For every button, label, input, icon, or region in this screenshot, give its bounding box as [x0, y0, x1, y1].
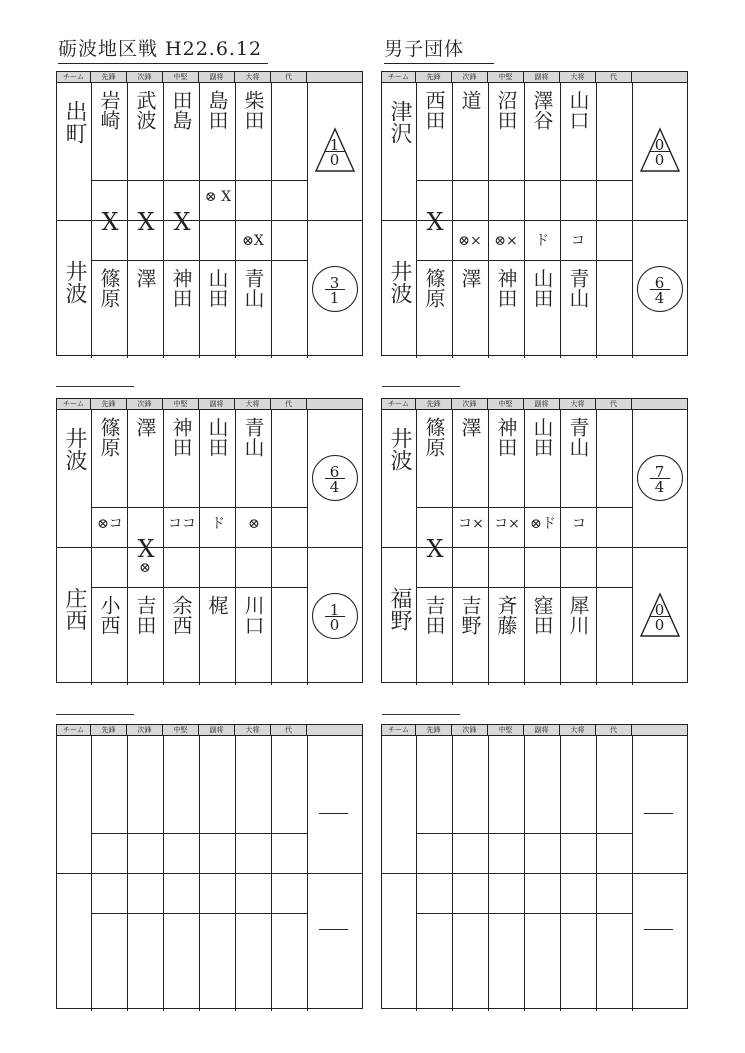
player-name-text: 澤: [458, 417, 482, 437]
result-mark: ⊗: [139, 560, 151, 576]
player-name-text: 窪田: [530, 595, 554, 635]
score-cell: [632, 220, 687, 358]
team-name: [57, 547, 91, 685]
grid-line: [524, 735, 525, 1011]
team-name: [57, 409, 91, 547]
team-score: [638, 129, 682, 173]
player-name: [91, 260, 127, 358]
player-name: [235, 260, 271, 358]
score-cell: [632, 547, 687, 685]
team-score: [313, 129, 357, 173]
player-name: [416, 409, 452, 507]
grid-line: [199, 735, 200, 1011]
divider: [56, 386, 134, 387]
player-name-text: 山田: [530, 268, 554, 308]
player-name-text: 吉野: [458, 595, 482, 635]
score-value: 6: [329, 463, 340, 481]
score-value: 0: [654, 616, 665, 634]
team-name: [382, 547, 416, 685]
score-value: 0: [329, 151, 340, 169]
score-value: 4: [654, 289, 665, 307]
player-name: [235, 409, 271, 507]
player-name: [452, 409, 488, 507]
column-header: 大将: [560, 72, 596, 82]
column-header: チーム: [57, 725, 91, 735]
player-name-text: 篠原: [97, 268, 121, 308]
player-name-text: 田島: [169, 90, 193, 130]
player-name-text: 斉藤: [494, 595, 518, 635]
player-name-text: 青山: [566, 268, 590, 308]
division-title: [384, 34, 464, 61]
player-name: [163, 409, 199, 507]
tournament-title: [58, 34, 262, 61]
column-header-row: [382, 725, 687, 736]
team-score: [312, 266, 358, 312]
player-name-text: 山口: [566, 90, 590, 130]
result-mark: ココ: [168, 516, 196, 532]
result-mark: ド: [535, 233, 549, 249]
team-name-text: 井波: [387, 260, 412, 304]
match-sheet-3: [56, 398, 363, 683]
player-name-text: 吉田: [422, 595, 446, 635]
team-score: [638, 594, 682, 638]
player-name-text: 山田: [530, 417, 554, 457]
column-header: 先鋒: [91, 399, 127, 409]
player-name: [163, 260, 199, 358]
team-name-text: 津沢: [387, 100, 412, 144]
player-name: [235, 587, 271, 685]
player-name: [560, 82, 596, 180]
team-score: [637, 455, 683, 501]
player-name: [560, 587, 596, 685]
column-header-score: [307, 399, 362, 409]
score-blank: [644, 929, 673, 930]
score-blank: [644, 813, 673, 814]
player-name: [416, 587, 452, 685]
column-header: チーム: [382, 399, 416, 409]
player-name: [488, 587, 524, 685]
player-name-text: 柴田: [241, 90, 265, 130]
column-header: 中堅: [488, 399, 524, 409]
column-header: 副将: [199, 399, 235, 409]
match-sheet-1: [56, 71, 363, 356]
score-value: 4: [329, 478, 340, 496]
column-header: チーム: [382, 72, 416, 82]
team-name-text: 庄西: [62, 587, 87, 631]
grid-line: [271, 735, 272, 1011]
player-name-text: 島田: [205, 90, 229, 130]
score-value: 1: [329, 136, 340, 154]
score-blank: [319, 929, 348, 930]
grid-line: [271, 409, 272, 685]
score-value: 7: [654, 463, 665, 481]
column-header: 代: [596, 725, 632, 735]
player-name-text: 青山: [566, 417, 590, 457]
grid-line: [416, 735, 417, 1011]
player-name: [163, 82, 199, 180]
team-name-text: 福野: [387, 587, 412, 631]
grid-line: [163, 735, 164, 1011]
player-name-text: 青山: [241, 417, 265, 457]
tournament-title-text: 砺波地区戦 H22.6.12: [58, 38, 263, 60]
player-name-text: 犀川: [566, 595, 590, 635]
grid-line: [271, 82, 272, 358]
player-name-text: 山田: [205, 268, 229, 308]
column-header: 代: [271, 725, 307, 735]
team-name-text: 出町: [62, 100, 87, 144]
score-value: 0: [654, 151, 665, 169]
player-name: [416, 260, 452, 358]
result-mark: ⊗ド: [530, 516, 556, 532]
score-value: 0: [329, 616, 340, 634]
team-name-text: 井波: [387, 427, 412, 471]
result-mark: X: [137, 208, 155, 236]
player-name: [524, 260, 560, 358]
column-header: 副将: [524, 399, 560, 409]
player-name-text: 篠原: [422, 268, 446, 308]
column-header: 次鋒: [127, 72, 163, 82]
team-name: [382, 409, 416, 547]
player-name: [488, 409, 524, 507]
score-cell: [307, 409, 362, 547]
team-name-text: 井波: [62, 427, 87, 471]
team-score: [637, 266, 683, 312]
grid-line: [235, 735, 236, 1011]
divider: [382, 386, 460, 387]
column-header-score: [307, 725, 362, 735]
column-header: 次鋒: [452, 725, 488, 735]
grid-line: [560, 735, 561, 1011]
column-header: 先鋒: [91, 725, 127, 735]
column-header-score: [632, 399, 687, 409]
column-header: 副将: [524, 72, 560, 82]
player-name: [560, 260, 596, 358]
player-name-text: 梶: [205, 595, 229, 615]
result-mark: X: [137, 535, 155, 563]
player-name: [452, 82, 488, 180]
result-mark: コ: [571, 233, 585, 249]
player-name: [416, 82, 452, 180]
result-mark: ⊗コ: [97, 516, 123, 532]
player-name-text: 吉田: [133, 595, 157, 635]
player-name: [91, 82, 127, 180]
player-name-text: 澤: [133, 417, 157, 437]
divider: [382, 714, 460, 715]
column-header: 副将: [199, 72, 235, 82]
player-name: [127, 409, 163, 507]
score-value: 1: [329, 289, 340, 307]
player-name-text: 澤: [133, 268, 157, 288]
player-name-text: 神田: [169, 417, 193, 457]
score-cell: [632, 82, 687, 220]
player-name: [91, 587, 127, 685]
result-mark: ⊗: [248, 516, 260, 532]
player-name-text: 西田: [422, 90, 446, 130]
grid-line: [127, 735, 128, 1011]
column-header-score: [632, 72, 687, 82]
team-name: [382, 220, 416, 358]
team-name-text: 井波: [62, 260, 87, 304]
player-name: [199, 82, 235, 180]
score-value: 0: [654, 136, 665, 154]
result-mark: コ×: [458, 516, 484, 532]
grid-line: [596, 735, 597, 1011]
player-name: [560, 409, 596, 507]
result-mark: ⊗X: [242, 233, 264, 249]
player-name: [127, 260, 163, 358]
column-header: 代: [271, 72, 307, 82]
column-header: 副将: [524, 725, 560, 735]
column-header: 大将: [560, 725, 596, 735]
column-header-score: [632, 725, 687, 735]
player-name-text: 青山: [241, 268, 265, 308]
column-header: 次鋒: [127, 399, 163, 409]
score-value: 0: [654, 601, 665, 619]
player-name-text: 篠原: [422, 417, 446, 457]
column-header-score: [307, 72, 362, 82]
score-cell: [307, 220, 362, 358]
score-value: 3: [329, 274, 340, 292]
column-header: 中堅: [488, 72, 524, 82]
player-name: [524, 82, 560, 180]
grid-line: [632, 735, 633, 1011]
player-name-text: 沼田: [494, 90, 518, 130]
column-header: 先鋒: [416, 399, 452, 409]
result-mark: コ: [572, 516, 586, 532]
player-name-text: 神田: [169, 268, 193, 308]
column-header: 大将: [560, 399, 596, 409]
player-name: [524, 587, 560, 685]
player-name: [163, 587, 199, 685]
grid-line: [57, 873, 362, 874]
result-mark: ⊗ X: [204, 189, 232, 205]
player-name: [488, 260, 524, 358]
column-header: 先鋒: [416, 725, 452, 735]
player-name-text: 神田: [494, 417, 518, 457]
player-name-text: 川口: [241, 595, 265, 635]
column-header-row: [57, 725, 362, 736]
player-name-text: 神田: [494, 268, 518, 308]
score-value: 1: [329, 601, 340, 619]
player-name-text: 山田: [205, 417, 229, 457]
column-header: 中堅: [163, 72, 199, 82]
grid-line: [91, 735, 92, 1011]
column-header: 副将: [199, 725, 235, 735]
player-name: [488, 82, 524, 180]
grid-line: [452, 735, 453, 1011]
column-header: 大将: [235, 399, 271, 409]
column-header: 代: [596, 72, 632, 82]
grid-line: [596, 409, 597, 685]
grid-line: [307, 735, 308, 1011]
team-name: [57, 82, 91, 220]
column-header: チーム: [57, 399, 91, 409]
result-mark: ド: [211, 516, 225, 532]
score-blank: [319, 813, 348, 814]
column-header: チーム: [57, 72, 91, 82]
team-score: [312, 455, 358, 501]
column-header: 次鋒: [127, 725, 163, 735]
player-name: [127, 587, 163, 685]
player-name: [235, 82, 271, 180]
player-name: [524, 409, 560, 507]
player-name-text: 篠原: [97, 417, 121, 457]
score-cell: [632, 409, 687, 547]
column-header: 中堅: [488, 725, 524, 735]
divider: [56, 714, 134, 715]
match-sheet-6-empty: [381, 724, 688, 1009]
result-mark: ⊗×: [458, 233, 482, 249]
grid-line: [596, 82, 597, 358]
column-header: 先鋒: [91, 72, 127, 82]
score-value: 6: [654, 274, 665, 292]
player-name: [452, 260, 488, 358]
column-header: 先鋒: [416, 72, 452, 82]
player-name: [199, 409, 235, 507]
player-name-text: 澤: [458, 268, 482, 288]
score-value: 4: [654, 478, 665, 496]
match-sheet-5-empty: [56, 724, 363, 1009]
player-name-text: 余西: [169, 595, 193, 635]
column-header: チーム: [382, 725, 416, 735]
player-name-text: 小西: [97, 595, 121, 635]
column-header: 中堅: [163, 399, 199, 409]
result-mark: ⊗×: [494, 233, 518, 249]
player-name-text: 澤谷: [530, 90, 554, 130]
player-name-text: 武波: [133, 90, 157, 130]
division-title-text: 男子団体: [384, 38, 465, 60]
player-name-text: 岩崎: [97, 90, 121, 130]
column-header: 次鋒: [452, 399, 488, 409]
result-mark: X: [426, 208, 444, 236]
column-header: 次鋒: [452, 72, 488, 82]
grid-line: [488, 735, 489, 1011]
player-name: [199, 260, 235, 358]
column-header: 中堅: [163, 725, 199, 735]
player-name: [91, 409, 127, 507]
player-name-text: 道: [458, 90, 482, 110]
column-header: 大将: [235, 725, 271, 735]
team-name: [382, 82, 416, 220]
column-header: 大将: [235, 72, 271, 82]
column-header: 代: [271, 399, 307, 409]
column-header: 代: [596, 399, 632, 409]
score-cell: [307, 82, 362, 220]
team-name: [57, 220, 91, 358]
grid-line: [382, 873, 687, 874]
player-name: [127, 82, 163, 180]
result-mark: X: [426, 535, 444, 563]
result-mark: X: [101, 208, 119, 236]
player-name: [199, 587, 235, 685]
match-sheet-4: [381, 398, 688, 683]
player-name: [452, 587, 488, 685]
result-mark: X: [173, 208, 191, 236]
team-score: [312, 593, 358, 639]
score-cell: [307, 547, 362, 685]
match-sheet-2: [381, 71, 688, 356]
result-mark: コ×: [494, 516, 520, 532]
